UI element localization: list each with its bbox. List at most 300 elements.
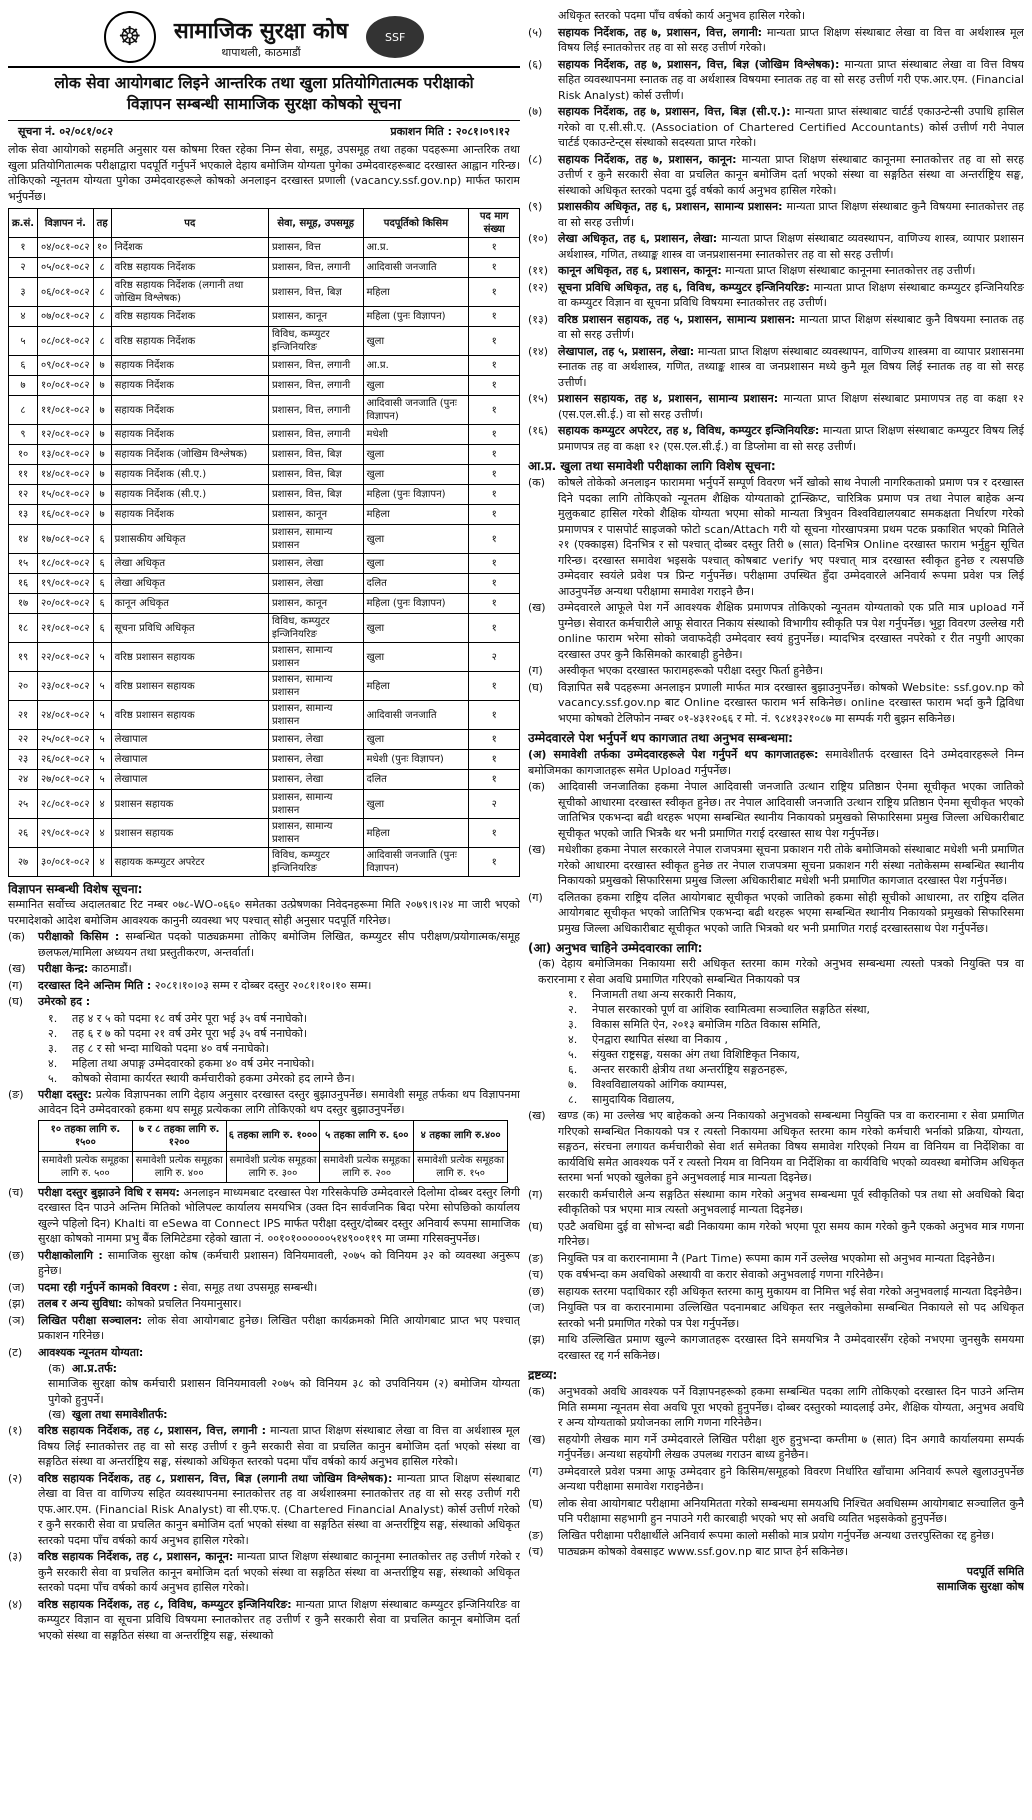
table-cell: ६: [9, 356, 38, 376]
table-cell: प्रशासन, सामान्य प्रशासन: [268, 790, 363, 819]
item-head: परीक्षा दस्तुर बुझाउने विधि र समय:: [38, 1185, 180, 1199]
item-head: परीक्षाकोलागि :: [38, 1248, 103, 1262]
table-cell: १: [469, 307, 520, 327]
table-cell: खुला: [363, 614, 469, 643]
table-cell: १: [469, 278, 520, 307]
table-cell: वरिष्ठ सहायक निर्देशक: [111, 307, 268, 327]
list-item: [528, 1267, 1024, 1283]
item-key: (ग): [528, 1464, 543, 1478]
table-cell: ०९/०८१-०८२: [38, 356, 94, 376]
table-cell: १: [469, 465, 520, 485]
table-cell: १९: [9, 643, 38, 672]
item-key: (ख): [528, 601, 546, 614]
item-key: (ग): [528, 1187, 543, 1201]
fee-header-cell: ५ तहका लागि रु. ६००: [320, 1120, 414, 1151]
table-cell: लेखा अधिकृत: [111, 554, 268, 574]
table-cell: ७: [93, 505, 111, 525]
qual-b-title: खुला तथा समावेशीतर्फ:: [72, 1408, 168, 1421]
table-cell: प्रशासन, वित्त: [268, 238, 363, 258]
item-head: सहायक निर्देशक, तह ७, प्रशासन, वित्त, लगानी:: [558, 25, 763, 39]
list-item: [528, 1017, 1024, 1032]
table-cell: १: [469, 848, 520, 877]
continued-text: अधिकृत स्तरको पदमा पाँच वर्षको कार्य अनुभव हासिल गरेको।: [558, 9, 806, 22]
item-text: मान्यता प्राप्त शिक्षण संस्थाबाट कम्प्युटर इन्जिनियरिङ वा कम्प्युटर विज्ञान वा सूचना प्रविधि विषयमा स्नातकोत्तर तह उत्तीर्ण।: [558, 280, 1024, 309]
table-cell: ८: [93, 327, 111, 356]
table-cell: १: [469, 396, 520, 425]
item-head: आवश्यक न्यूनतम योग्यता:: [38, 1345, 144, 1359]
item-text: उम्मेदवारले प्रवेश पत्रमा आफू उम्मेदवार हुने किसिम/समूहको विवरण निर्धारित खाँचामा अनिवार्य रूपले खुलाउनुपर्नेछ अन्यथा परीक्षामा समावेश गराइनेछैन।: [558, 1464, 1024, 1493]
list-item: [8, 1345, 520, 1361]
item-text: मान्यता प्राप्त शिक्षण संस्थाबाट प्रमाणपत्र तह वा कक्षा १२ (एस.एल.सी.ई.) वा सो सरह उत्तीर्ण।: [558, 392, 1024, 421]
item-key: (ज): [8, 1280, 25, 1294]
list-item: [528, 1092, 1024, 1107]
item-key: (घ): [528, 680, 544, 694]
item-text: अस्वीकृत भएका दरखास्त फारामहरूको परीक्षा दस्तुर फिर्ता हुनेछैन।: [558, 664, 824, 677]
intro-text: लोक सेवा आयोगको सहमति अनुसार यस कोषमा रिक्त रहेका निम्न सेवा, समूह, उपसमूह तथा तहका पदहरूमा आन्तरिक तथा खुला प्रतियोगितात्मक परीक्षाद्वारा पदपूर्ति गर्नुपर्ने भएकाले देहाय बमोजिम योग्यता पुगेका उम्मेदवारहरूबाट दरखास्त आह्वान गरिन्छ। तोकिएको न्यूनतम योग्यता पुगेका उम्मेदवारहरूले कोषको अनलाइन दरखास्त प्रणाली (vacancy.ssf.gov.np) मार्फत फाराम भर्नुपर्नेछ।: [8, 143, 520, 203]
item-text: सेवा, समूह तथा उपसमूह सम्बन्धी।: [181, 1280, 318, 1294]
item-head: लेखापाल, तह ५, प्रशासन, लेखा:: [558, 344, 695, 358]
list-item: [528, 1062, 1024, 1077]
table-row: [9, 614, 520, 643]
item-key: (४): [8, 1597, 23, 1611]
table-cell: खुला: [363, 376, 469, 396]
org-name: सामाजिक सुरक्षा कोष: [173, 18, 349, 44]
table-row: [9, 525, 520, 554]
exp-intro: (क) देहाय बमोजिमका निकायमा सरी अधिकृत स्तरमा काम गरेको अनुभव सम्बन्धमा त्यस्तो पत्रको नियुक्ति पत्र वा करारनामा र सेवा अवधि प्रमाणित गरिएको सम्बन्धित निकायको पत्र: [538, 957, 1024, 986]
table-row: [9, 770, 520, 790]
item-text: मान्यता प्राप्त शिक्षण संस्थाबाट लेखा वा वित्त वा वाणिज्य सहित व्यवस्थापनमा स्नातकोत्तर तह वा अर्थशास्त्रमा स्नातकोत्तर तह वा सो सरह उत्तीर्ण गरी एफ.आर.एम. (Financial Risk Analyst) वा सी.एफ.ए. (Chartered Financial Analyst) कोर्स उत्तीर्ण गरेको र कुनै सरकारी सेवा वा प्रचलित कानुन बमोजिम दर्ता भएको संस्था वा सङ्गठित संस्था वा अन्तर्राष्ट्रिय सङ्घ, संस्थाको अधिकृत स्तरको पदमा पाँच वर्षको कार्य अनुभव हासिल गरेको।: [38, 1471, 520, 1547]
item-text: ऐनद्वारा स्थापित संस्था वा निकाय ,: [592, 1033, 728, 1046]
table-header-cell: पद: [111, 209, 268, 238]
item-key: (छ): [528, 1284, 545, 1298]
item-text: कोषको सेवामा कार्यरत स्थायी कर्मचारीको हकमा उमेरको हद लाग्ने छैन।: [72, 1071, 355, 1085]
item-text: महिला तथा अपाङ्ग उम्मेदवारको हकमा ४० वर्ष उमेर ननाघेको।: [72, 1056, 315, 1070]
docs-title: उम्मेदवारले पेश भर्नुपर्ने थप कागजात तथा अनुभव सम्बन्धमा:: [528, 731, 793, 745]
table-cell: २१: [9, 701, 38, 730]
list-item: [528, 842, 1024, 889]
table-cell: ५: [93, 770, 111, 790]
table-cell: महिला (पुनः विज्ञापन): [363, 307, 469, 327]
list-item: [528, 1077, 1024, 1092]
table-cell: मधेशी: [363, 425, 469, 445]
list-item: [528, 231, 1024, 262]
table-cell: महिला: [363, 672, 469, 701]
list-item: [528, 779, 1024, 841]
table-cell: ७: [93, 376, 111, 396]
item-text: मधेशीका हकमा नेपाल सरकारले नेपाल राजपत्रमा सूचना प्रकाशन गरी तोके बमोजिमको संस्थाबाट मधेशी भनी प्रमाणित गरेको आधारमा दरखास्त स्वीकृत हुनेछ तर नेपाल राजपत्रमा सूचना प्रकाशन गरी संस्था नतोकेसम्म सम्बन्धित स्थानीय निकायको प्रमुखको सिफारिसमा प्रमुख जिल्ला अधिकारीबाट मधेशी भनी प्रमाणित कागजात दरखास्त पेश गर्नुपर्नेछ।: [558, 843, 1024, 887]
table-cell: खुला: [363, 327, 469, 356]
table-cell: १४: [9, 525, 38, 554]
list-item: [528, 1384, 1024, 1431]
item-key: ६.: [568, 1063, 578, 1076]
table-row: [9, 485, 520, 505]
fee-header-cell: ७ र ८ तहका लागि रु. १२००: [132, 1120, 226, 1151]
table-cell: २१/०८१-०८२: [38, 614, 94, 643]
table-cell: १५: [9, 554, 38, 574]
item-text: सामाजिक सुरक्षा कोष (कर्मचारी प्रशासन) विनियमावली, २०७५ को विनियम ३२ को व्यवस्था अनुरूप हुनेछ।: [38, 1248, 520, 1277]
table-cell: १२: [9, 485, 38, 505]
item-key: ५.: [568, 1048, 578, 1061]
item-text: माथि उल्लिखित प्रमाण खुल्ने कागजातहरू दरखास्त दिने समयभित्र नै उम्मेदवारसँग रहेको नभएमा जुनसुकै समयमा दरखास्त रद्द गर्न सकिनेछ।: [558, 1333, 1024, 1362]
table-cell: वरिष्ठ सहायक निर्देशक: [111, 258, 268, 278]
table-header-cell: तह: [93, 209, 111, 238]
item-key: २.: [48, 1026, 58, 1040]
fee-table: [38, 1120, 508, 1183]
list-item: [528, 280, 1024, 311]
table-row: [9, 643, 520, 672]
table-cell: कानून अधिकृत: [111, 594, 268, 614]
table-row: [9, 376, 520, 396]
list-item: [528, 1219, 1024, 1250]
item-text: लोक सेवा आयोगबाट परीक्षामा अनियमितता गरेको सम्बन्धमा समयअघि निश्चित अवधिसम्म आयोगबाट सञ्चालित कुनै पनि परीक्षामा सहभागी हुन नपाउने गरी कारबाही भएको भए सो अवधि व्यतित भइसकेको हुनुपर्नेछ।: [558, 1496, 1024, 1525]
item-head: वरिष्ठ सहायक निर्देशक, तह ८, विविध, कम्प्युटर इन्जिनियरिङ:: [38, 1597, 292, 1611]
table-cell: ८: [93, 258, 111, 278]
table-cell: २३/०८१-०८२: [38, 672, 94, 701]
item-head: उमेरको हद :: [38, 995, 91, 1008]
list-item: [528, 152, 1024, 199]
table-cell: २६: [9, 819, 38, 848]
list-item: [528, 199, 1024, 230]
item-head: सहायक निर्देशक, तह ७, प्रशासन, वित्त, बिज्ञ (जोखिम विश्लेषक):: [558, 57, 840, 71]
table-cell: १: [469, 770, 520, 790]
table-cell: वरिष्ठ सहायक निर्देशक: [111, 327, 268, 356]
table-cell: लेखा अधिकृत: [111, 574, 268, 594]
item-text: मान्यता प्राप्त शिक्षण संस्थाबाट लेखा वा वित्त वा अर्थशास्त्र मूल विषय लिई स्नातकोत्तर तह वा सो सरह उत्तीर्ण गरेको।: [558, 25, 1024, 54]
item-text: अनुभवको अवधि आवश्यक पर्ने विज्ञापनहरूको हकमा सम्बन्धित पदका लागि तोकिएको दरखास्त दिन पाउने अन्तिम मिति सम्ममा न्यूनतम सेवा अवधि पूरा भएको हुनुपर्नेछ। दोब्बर दस्तुरको म्यादलाई उमेर, शैक्षिक योग्यता, अनुभव अवधि र अन्य योग्यताको प्रयोजनका लागि गणना गरिनेछैन।: [558, 1385, 1024, 1429]
list-item: [528, 1108, 1024, 1186]
table-cell: प्रशासन, कानून: [268, 594, 363, 614]
item-text: तह ८ र सो भन्दा माथिको पदमा ४० वर्ष ननाघेको।: [72, 1041, 269, 1055]
list-item: [528, 1032, 1024, 1047]
item-key: (झ): [528, 1333, 545, 1346]
table-cell: खुला: [363, 554, 469, 574]
table-cell: वरिष्ठ सहायक निर्देशक (लगानी तथा जोखिम विश्लेषक): [111, 278, 268, 307]
notice-page: [8, 8, 1024, 1804]
list-item: [8, 1026, 520, 1041]
table-cell: ११: [9, 465, 38, 485]
table-cell: खुला: [363, 643, 469, 672]
table-cell: खुला: [363, 525, 469, 554]
item-key: (६): [528, 57, 543, 71]
list-item: [528, 263, 1024, 279]
list-item: [8, 1041, 520, 1056]
item-key: (च): [528, 1545, 544, 1558]
qual-a-title: आ.प्र.तर्फ:: [72, 1362, 118, 1375]
table-cell: महिला (पुनः विज्ञापन): [363, 485, 469, 505]
table-cell: १३/०८१-०८२: [38, 445, 94, 465]
table-cell: १७: [9, 594, 38, 614]
table-row: [9, 750, 520, 770]
fee-item: [8, 1087, 520, 1118]
item-key: १.: [48, 1011, 58, 1025]
item-text: निजामती तथा अन्य सरकारी निकाय,: [592, 988, 737, 1001]
item-key: (ख): [528, 1432, 546, 1446]
item-text: नेपाल सरकारको पूर्ण वा आंशिक स्वामित्वमा सञ्चालित सङ्गठित संस्था,: [592, 1003, 870, 1016]
list-item: [528, 1284, 1024, 1300]
list-item: [8, 929, 520, 960]
table-row: [9, 505, 520, 525]
item-text: विश्वविद्यालयको आंगिक क्याम्पस,: [592, 1078, 728, 1091]
table-cell: विविध, कम्प्युटर इन्जिनियरिङ: [268, 327, 363, 356]
fee-key: (ङ): [8, 1087, 24, 1101]
item-key: (ग): [528, 664, 543, 677]
table-cell: ९: [9, 425, 38, 445]
list-item: [528, 25, 1024, 56]
table-cell: खुला: [363, 465, 469, 485]
item-key: (ख): [528, 843, 546, 856]
notice-line: [8, 121, 520, 142]
docs-a-text: समावेशीतर्फ दरखास्त दिने उम्मेदवारहरूले निम्न बमोजिमका कागजातहरू समेत Upload गर्नुपर्नेछ।: [528, 748, 1024, 777]
table-cell: महिला: [363, 278, 469, 307]
table-header-cell: विज्ञापन नं.: [38, 209, 94, 238]
item-key: १.: [568, 988, 578, 1001]
item-text: लिखित परीक्षामा परीक्षार्थीले अनिवार्य रूपमा कालो मसीको मात्र प्रयोग गर्नुपर्नेछ अन्यथा उत्तरपुस्तिका रद्द हुनेछ।: [558, 1528, 995, 1542]
table-cell: वरिष्ठ प्रशासन सहायक: [111, 672, 268, 701]
list-item: [8, 1011, 520, 1026]
list-item: [528, 1047, 1024, 1062]
item-key: (५): [528, 25, 543, 39]
table-cell: १३: [9, 505, 38, 525]
list-item: [8, 1313, 520, 1344]
item-head: परीक्षा केन्द्र:: [38, 962, 89, 975]
fee-header-cell: ४ तहका लागि रु.४००: [414, 1120, 508, 1151]
table-cell: ७: [93, 465, 111, 485]
notice-number: सूचना नं. ०२/०८१/०८२: [18, 125, 114, 138]
table-cell: प्रशासन, वित्त, लगानी: [268, 356, 363, 376]
table-cell: ७: [93, 396, 111, 425]
table-row: [9, 425, 520, 445]
item-text: विकास समिति ऐन, २०१३ बमोजिम गठित विकास समिति,: [592, 1018, 821, 1031]
table-cell: ११/०८१-०८२: [38, 396, 94, 425]
table-cell: सहायक निर्देशक (सी.ए.): [111, 465, 268, 485]
table-row: [9, 594, 520, 614]
table-cell: ४: [9, 307, 38, 327]
table-row: [9, 819, 520, 848]
item-key: (ख): [528, 1109, 546, 1122]
table-cell: सहायक निर्देशक: [111, 505, 268, 525]
docs-a-head: (अ) समावेशी तर्फका उम्मेदवारहरूले पेश गर्नुपर्ने थप कागजातहरू:: [528, 748, 819, 761]
item-text: मान्यता प्राप्त संस्थाबाट चार्टर्ड एकाउन्टेन्सी उपाधि हासिल गरेको वा ए.सी.सी.ए. (Association of Chartered Certified Accountants) कोर्स उत्तीर्ण गरी नेपाल चार्टर्ड एकाउन्टेन्ट्स संस्थाको सदस्यता प्राप्त गरेको।: [558, 105, 1024, 149]
fee-header-cell: १० तहका लागि रु. १५००: [39, 1120, 133, 1151]
table-row: [9, 465, 520, 485]
item-key: ५.: [48, 1071, 58, 1085]
list-item: [528, 1002, 1024, 1017]
item-text: लोक सेवा आयोगबाट हुनेछ। लिखित परीक्षा कार्यक्रमको मिति आयोगबाट प्राप्त भए पश्चात् प्रकाशन गरिनेछ।: [38, 1313, 520, 1342]
item-text: मान्यता प्राप्त शिक्षण संस्थाबाट कानूनमा स्नातकोत्तर तह उत्तीर्ण गरेको र कुनै सरकारी सेवा वा प्रचलित कानून बमोजिम दर्ता भएको संस्था वा सङ्गठित संस्था वा अन्तर्राष्ट्रिय सङ्घ, संस्थाको अधिकृत स्तरको पदमा पाँच वर्षको कार्य अनुभव हासिल गरेको।: [38, 1550, 520, 1594]
table-cell: प्रशासन, कानून: [268, 505, 363, 525]
table-cell: लेखापाल: [111, 750, 268, 770]
list-item: [528, 475, 1024, 599]
item-text: नियुक्ति पत्र वा करारनामामा उल्लिखित पदनामबाट अधिकृत स्तर नखुलेकोमा सम्बन्धित निकायले सो पद अधिकृत स्तरको भनी प्रमाणित गरेको पत्र पेश गर्नुपर्नेछ।: [558, 1301, 1024, 1330]
table-cell: २७/०८१-०८२: [38, 770, 94, 790]
org-address: थापाथली, काठमाडौं: [221, 45, 301, 59]
table-cell: प्रशासन, कानून: [268, 307, 363, 327]
table-cell: २४: [9, 770, 38, 790]
vacancy-table: [8, 208, 520, 877]
table-cell: २६/०८१-०८२: [38, 750, 94, 770]
item-text: सरकारी कर्मचारीले अन्य सङ्गठित संस्थामा काम गरेको अनुभव सम्बन्धमा पूर्व स्वीकृतिको पत्र तथा सो अवधिको बिदा स्वीकृतिको पत्र भएमा मात्र त्यस्तो अनुभवलाई मान्यता दिइनेछ।: [558, 1187, 1024, 1216]
table-row: [9, 238, 520, 258]
table-cell: २२: [9, 730, 38, 750]
item-key: ८.: [568, 1093, 578, 1106]
item-head: तलब र अन्य सुविधा:: [38, 1297, 123, 1310]
table-row: [9, 730, 520, 750]
table-cell: प्रशासन, वित्त, लगानी: [268, 376, 363, 396]
item-head: वरिष्ठ प्रशासन सहायक, तह ५, प्रशासन, सामान्य प्रशासन:: [558, 312, 796, 326]
list-item: [528, 1251, 1024, 1267]
table-cell: २०/०८१-०८२: [38, 594, 94, 614]
table-cell: १: [469, 672, 520, 701]
item-head: सूचना प्रविधि अधिकृत, तह ६, विविध, कम्प्युटर इन्जिनियरिङ:: [558, 280, 810, 294]
table-cell: आ.प्र.: [363, 238, 469, 258]
item-key: (१०): [528, 232, 549, 245]
list-item: [528, 391, 1024, 422]
table-cell: ५: [93, 672, 111, 701]
table-cell: १: [469, 425, 520, 445]
table-cell: प्रशासन, सामान्य प्रशासन: [268, 525, 363, 554]
table-row: [9, 278, 520, 307]
table-cell: आदिवासी जनजाति: [363, 701, 469, 730]
table-cell: ०८/०८१-०८२: [38, 327, 94, 356]
item-key: (च): [8, 1185, 24, 1199]
item-key: (क): [528, 1385, 546, 1398]
ssf-logo-icon: SSF: [366, 16, 424, 58]
table-cell: १०: [93, 238, 111, 258]
special-notice-title: विज्ञापन सम्बन्धी विशेष सूचना:: [8, 882, 143, 896]
table-cell: सूचना प्रविधि अधिकृत: [111, 614, 268, 643]
item-key: (घ): [528, 1496, 544, 1510]
item-text: कोषको प्रचलित नियमानुसार।: [125, 1297, 242, 1310]
signature-line-2: सामाजिक सुरक्षा कोष: [936, 1579, 1024, 1593]
table-row: [9, 701, 520, 730]
table-row: [9, 356, 520, 376]
table-cell: १: [469, 327, 520, 356]
list-item: [8, 1423, 520, 1470]
item-text: अनलाइन माध्यमबाट दरखास्त पेश गरिसकेपछि उम्मेदवारले दिलोमा दोब्बर दस्तुर लिगी दरखास्त दिन पाउने अन्तिम मितिको भोलिपल्ट कार्यालय समयभित्र (उक्त दिन सार्वजनिक बिदा परेमा सोपछिको कार्यालय खुल्ने पहिलो दिन) Khalti वा eSewa वा Connect IPS मार्फत परीक्षा दस्तुर/दोब्बर दस्तुर अनिवार्य रूपमा सामाजिक सुरक्षा कोषको नाममा प्रभु बैंक लिमिटेडमा रहेको खाता नं. ००१०१००००००५१४९००११९ मा जम्मा गरिसक्नुपर्नेछ।: [38, 1185, 520, 1245]
list-item: [528, 1332, 1024, 1363]
item-text: मान्यता प्राप्त शिक्षण संस्थाबाट कुनै विषयमा स्नातकोत्तर तह वा सो सरह उत्तीर्ण।: [558, 200, 1024, 229]
table-cell: प्रशासन, वित्त, बिज्ञ: [268, 465, 363, 485]
item-head: कानून अधिकृत, तह ६, प्रशासन, कानून:: [558, 264, 722, 277]
org-block: [174, 15, 348, 60]
list-item: [528, 680, 1024, 727]
table-cell: प्रशासन, सामान्य प्रशासन: [268, 819, 363, 848]
item-text: मान्यता प्राप्त शिक्षण संस्थाबाट कानूनमा स्नातकोत्तर तह उत्तीर्ण।: [725, 264, 976, 277]
table-cell: १: [469, 594, 520, 614]
table-cell: प्रशासन, लेखा: [268, 770, 363, 790]
table-cell: ४: [93, 819, 111, 848]
table-cell: ५: [93, 750, 111, 770]
list-item: [8, 1056, 520, 1071]
signature: [528, 1564, 1024, 1594]
table-cell: १: [469, 356, 520, 376]
table-cell: १: [469, 819, 520, 848]
table-cell: लेखापाल: [111, 730, 268, 750]
item-key: (१५): [528, 392, 549, 405]
table-cell: २३: [9, 750, 38, 770]
item-text: अन्तर सरकारी क्षेत्रीय तथा अन्तर्राष्ट्रिय सङ्गठनहरू,: [592, 1063, 788, 1076]
table-cell: १: [469, 750, 520, 770]
table-cell: ६: [93, 574, 111, 594]
left-column: [8, 8, 520, 1804]
fee-head: परीक्षा दस्तुर:: [38, 1087, 92, 1101]
item-head: वरिष्ठ सहायक निर्देशक, तह ८, प्रशासन, वित्त, बिज्ञ (लगानी तथा जोखिम विश्लेषक):: [38, 1471, 393, 1485]
table-cell: २८/०८१-०८२: [38, 790, 94, 819]
table-cell: प्रशासन, वित्त, लगानी: [268, 425, 363, 445]
table-cell: खुला: [363, 730, 469, 750]
table-cell: प्रशासकीय अधिकृत: [111, 525, 268, 554]
item-text: मान्यता प्राप्त शिक्षण संस्थाबाट कानूनमा स्नातकोत्तर तह वा सो सरह उत्तीर्ण र कुनै सरकारी सेवा वा प्रचलित कानून बमोजिम दर्ता भएको संस्था वा सङ्गठित संस्था वा अन्तर्राष्ट्रिय सङ्घ, संस्थाको अधिकृत स्तरको पदमा दुई वर्षको कार्य अनुभव हासिल गरेको।: [558, 152, 1024, 197]
item-text: संयुक्त राष्ट्रसङ्घ, यसका अंग तथा विशिष्टिकृत निकाय,: [592, 1048, 800, 1061]
item-key: (९): [528, 200, 543, 213]
table-cell: २७: [9, 848, 38, 877]
item-text: विज्ञापित सबै पदहरूमा अनलाइन प्रणाली मार्फत मात्र दरखास्त बुझाउनुपर्नेछ। कोषको Website: ssf.gov.np को vacancy.ssf.gov.np बाट Online दरखास्त फाराम भर्न सकिनेछ। online दरखास्त फाराम भर्दा कुनै द्विविधा भएमा कोषको टेलिफोन नम्बर ०१-४३१२०६६ र मो. नं. ९८४१३२१०८७ मा सम्पर्क गरी बुझन सकिनेछ।: [558, 680, 1024, 725]
table-cell: १: [469, 376, 520, 396]
table-cell: महिला: [363, 505, 469, 525]
item-text: मान्यता प्राप्त शिक्षण संस्थाबाट कम्प्युटर विषय लिई प्रमाणपत्र तह वा कक्षा १२ (एस.एल.सी.ई.) वा डिप्लोमा वा सो सरह उत्तीर्ण।: [558, 424, 1024, 453]
table-cell: विविध, कम्प्युटर इन्जिनियरिङ: [268, 848, 363, 877]
item-key: (८): [528, 152, 543, 166]
table-cell: मधेशी (पुनः विज्ञापन): [363, 750, 469, 770]
table-cell: ८: [9, 396, 38, 425]
list-item: [528, 987, 1024, 1002]
item-key: (क): [528, 780, 546, 793]
list-item: [8, 961, 520, 977]
item-key: २.: [568, 1003, 578, 1016]
table-header-cell: सेवा, समूह, उपसमूह: [268, 209, 363, 238]
table-header-cell: पद माग संख्या: [469, 209, 520, 238]
table-row: [9, 554, 520, 574]
item-key: (ञ): [8, 1313, 25, 1327]
list-item: [528, 1187, 1024, 1218]
item-text: काठमाडौं।: [91, 962, 132, 975]
list-item: [8, 1248, 520, 1279]
table-cell: १०: [9, 445, 38, 465]
table-cell: ५: [93, 643, 111, 672]
item-key: (१६): [528, 424, 549, 437]
list-item: [528, 1544, 1024, 1560]
table-cell: वरिष्ठ प्रशासन सहायक: [111, 701, 268, 730]
item-key: (ङ): [528, 1528, 544, 1542]
table-cell: सहायक निर्देशक: [111, 396, 268, 425]
list-item: [8, 1471, 520, 1549]
item-key: (क): [528, 476, 546, 489]
qual-apra: (क) आ.प्र.तर्फ:: [48, 1362, 118, 1375]
list-item: [8, 978, 520, 994]
item-key: (घ): [528, 1219, 544, 1233]
header: [8, 8, 520, 68]
table-cell: १: [469, 614, 520, 643]
item-text: सम्बन्धित पदको पाठ्यक्रममा तोकिए बमोजिम लिखित, कम्प्युटर सीप परीक्षण/प्रयोगात्मक/समूह छलफल/मामिला अध्ययन तथा प्रस्तुतीकरण, अन्तर्वार्ता।: [38, 930, 520, 959]
item-text: मान्यता प्राप्त शिक्षण संस्थाबाट कुनै विषयमा स्नातक तह वा सो सरह उत्तीर्ण।: [558, 312, 1024, 341]
table-cell: महिला: [363, 819, 469, 848]
item-key: (ङ): [528, 1251, 544, 1265]
fee-value-cell: समावेशी प्रत्येक समूहका लागि रु. ३००: [226, 1151, 320, 1182]
item-text: आदिवासी जनजातिका हकमा नेपाल आदिवासी जनजाति उत्थान राष्ट्रिय प्रतिष्ठान ऐनमा सूचीकृत भएका जातिको सूचीको आधारमा दरखास्त स्वीकृत हुनेछ। तर नेपाल आदिवासी जनजाति उत्थान राष्ट्रिय प्रतिष्ठान ऐनमा सूचीकृत भएको जातिभित्र एकभन्दा बढी थरहरू भएमा सम्बन्धित स्थानीय निकायको प्रमुखको सिफारिसमा प्रमुख जिल्ला अधिकारीबाट सूचीकृत भएको जाति भित्रकै थर भनी प्रमाणित गराई दरखास्त साथ पेश गर्नुपर्नेछ।: [558, 780, 1024, 840]
table-cell: सहायक निर्देशक: [111, 425, 268, 445]
table-cell: प्रशासन, सामान्य प्रशासन: [268, 701, 363, 730]
item-key: (क): [8, 930, 26, 943]
item-key: (२): [8, 1471, 23, 1485]
table-cell: दलित: [363, 574, 469, 594]
signature-line-1: पदपूर्ति समिति: [966, 1564, 1024, 1578]
table-cell: सहायक निर्देशक (सी.ए.): [111, 485, 268, 505]
table-cell: आ.प्र.: [363, 356, 469, 376]
table-cell: ७: [93, 445, 111, 465]
table-row: [9, 574, 520, 594]
table-cell: १०/०८१-०८२: [38, 376, 94, 396]
table-cell: ६: [93, 525, 111, 554]
